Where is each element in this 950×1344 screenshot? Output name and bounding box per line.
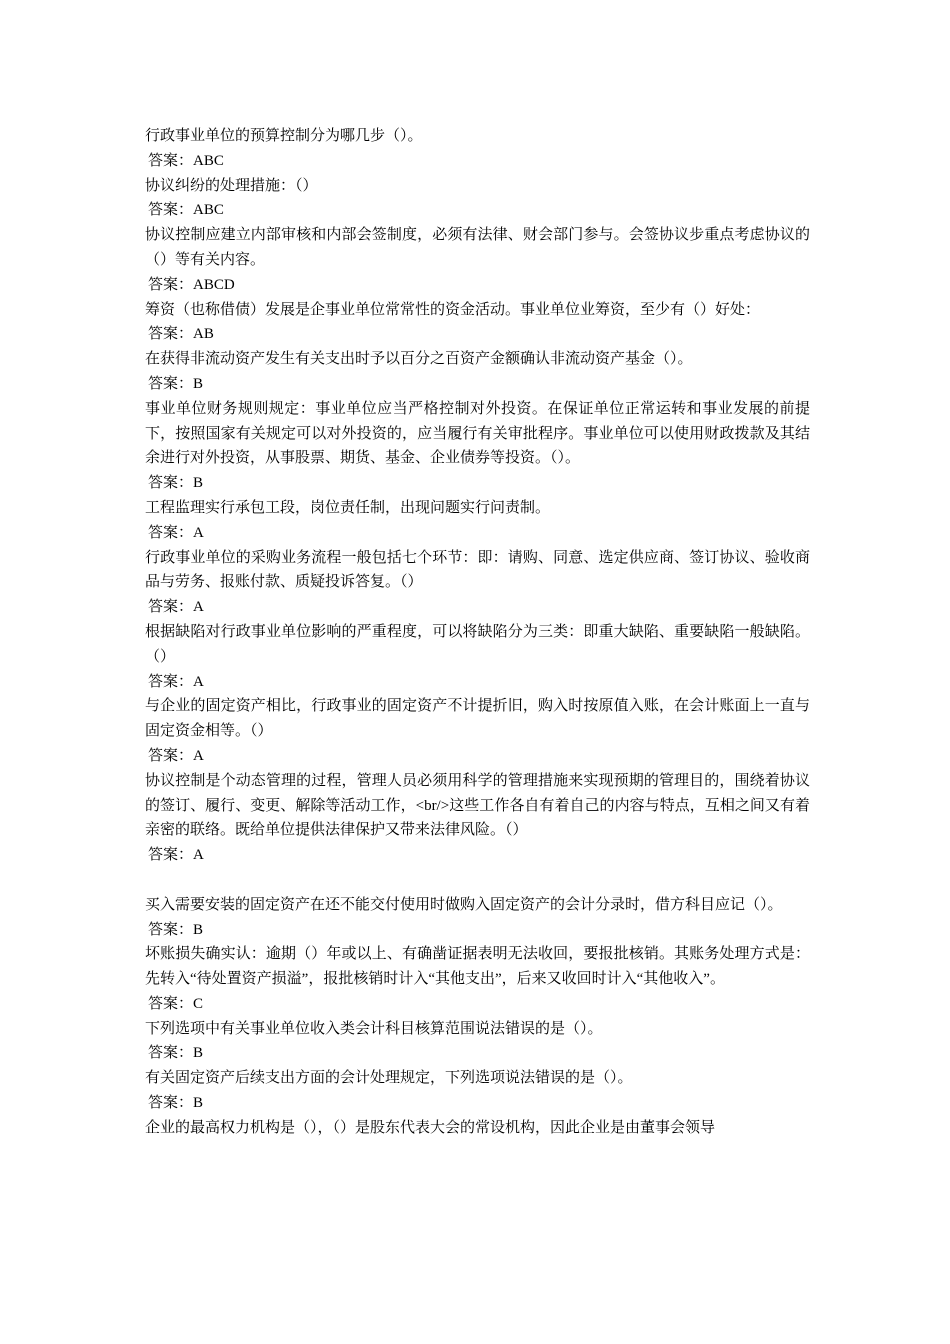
answer-text: 答案：B <box>148 475 204 492</box>
answer-text: 答案：A <box>148 673 204 690</box>
question-text: 协议控制应建立内部审核和内部会签制度，必须有法律、财会部门参与。会签协议步重点考虑协议的（）等有关内容。 <box>145 227 810 268</box>
answer-text: 答案：ABCD <box>148 276 235 293</box>
question-text: 协议纠纷的处理措施：（） <box>145 177 318 194</box>
question-text: 下列选项中有关事业单位收入类会计科目核算范围说法错误的是（）。 <box>145 1020 603 1037</box>
answer-text: 答案：C <box>148 995 204 1012</box>
question-text: 企业的最高权力机构是（），（）是股东代表大会的常设机构，因此企业是由董事会领导 <box>145 1119 716 1136</box>
question-text: 在获得非流动资产发生有关支出时予以百分之百资产金额确认非流动资产基金（）。 <box>145 351 693 368</box>
question-text: 工程监理实行承包工段，岗位责任制，出现问题实行问责制。 <box>145 499 551 516</box>
question-text: 协议控制是个动态管理的过程，管理人员必须用科学的管理措施来实现预期的管理目的，围绕着协议的签订、履行、变更、解除等活动工作，<br/>这些工作各自有着自己的内容与特点，互相之间又有着亲密的联络。既给单位提供法律保护又带来法律风险。（） <box>145 772 810 839</box>
question-text: 与企业的固定资产相比，行政事业的固定资产不计提折旧，购入时按原值入账，在会计账面上一直与固定资金相等。（） <box>145 698 810 740</box>
question-text: 买入需要安装的固定资产在还不能交付使用时做购入固定资产的会计分录时，借方科目应记（）。 <box>145 896 783 913</box>
question-text: 行政事业单位的预算控制分为哪几步（）。 <box>145 128 423 144</box>
blank-line <box>145 868 810 893</box>
answer-text: 答案：A <box>148 747 204 764</box>
question-text: 根据缺陷对行政事业单位影响的严重程度，可以将缺陷分为三类：即重大缺陷、重要缺陷一般缺陷。（） <box>145 623 810 665</box>
answer-text: 答案：A <box>148 524 204 541</box>
answer-text: 答案：A <box>148 599 204 616</box>
question-text: 事业单位财务规则规定：事业单位应当严格控制对外投资。在保证单位正常运转和事业发展的前提下，按照国家有关规定可以对外投资的，应当履行有关审批程序。事业单位可以使用财政拨款及其结余进行对外投资，从事股票、期货、基金、企业债券等投资。（）。 <box>145 400 810 467</box>
answer-text: 答案：B <box>148 1045 204 1062</box>
question-text: 筹资（也称借债）发展是企事业单位常常性的资金活动。事业单位业筹资，至少有（）好处： <box>145 301 761 318</box>
answer-text: 答案：AB <box>148 326 214 343</box>
question-text: 坏账损失确实认：逾期（）年或以上、有确凿证据表明无法收回，要报批核销。其账务处理方式是：先转入“待处置资产损溢”，报批核销时计入“其他支出”，后来又收回时计入“其他收入”。 <box>145 946 810 988</box>
answer-text: 答案：B <box>148 1095 204 1112</box>
question-text: 有关固定资产后续支出方面的会计处理规定，下列选项说法错误的是（）。 <box>145 1070 633 1087</box>
answer-text: 答案：B <box>148 375 204 392</box>
question-text: 行政事业单位的采购业务流程一般包括七个环节：即：请购、同意、选定供应商、签订协议、验收商品与劳务、报账付款、质疑投诉答复。（） <box>145 549 810 591</box>
qa-list <box>145 124 810 1141</box>
answer-text: 答案：B <box>148 921 204 938</box>
answer-text: 答案：ABC <box>148 152 224 169</box>
answer-text: 答案：ABC <box>148 202 224 219</box>
answer-text: 答案：A <box>148 847 204 864</box>
